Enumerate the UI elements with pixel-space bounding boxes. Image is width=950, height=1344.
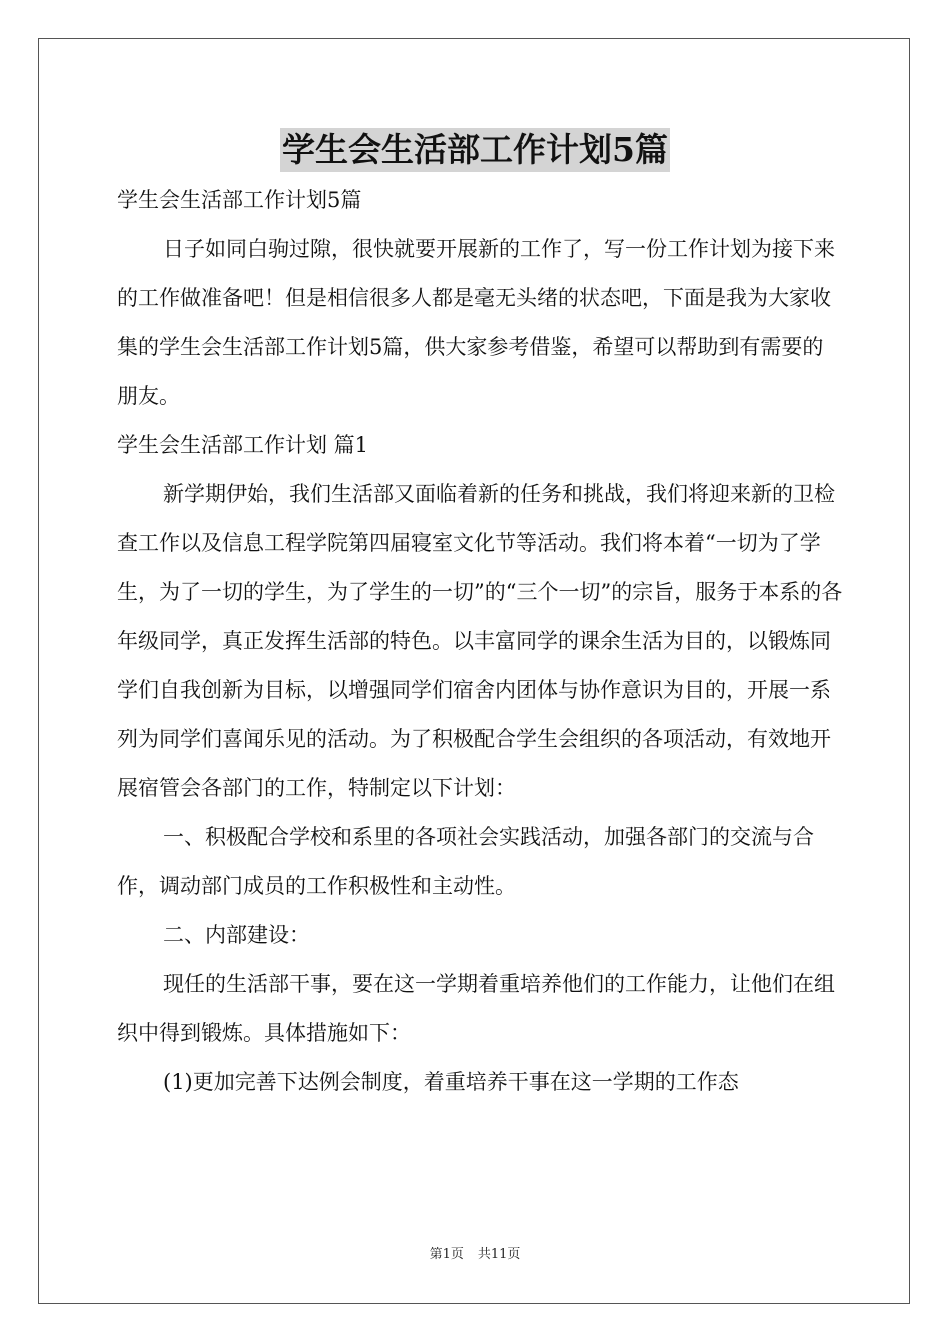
body-paragraph: 二、内部建设：: [163, 923, 310, 947]
section-heading: 学生会生活部工作计划 篇1: [117, 433, 369, 457]
document-subtitle: 学生会生活部工作计划5篇: [117, 188, 362, 212]
page-footer: [0, 1246, 950, 1264]
document-body: [117, 176, 843, 1107]
body-paragraph: 一、积极配合学校和系里的各项社会实践活动，加强各部门的交流与合作，调动部门成员的工作积极性和主动性。: [117, 825, 814, 898]
page-total: 共11页: [477, 1247, 521, 1262]
body-paragraph: (1)更加完善下达例会制度，着重培养干事在这一学期的工作态: [163, 1070, 739, 1094]
title-container: [0, 128, 950, 172]
body-paragraph: 现任的生活部干事，要在这一学期着重培养他们的工作能力，让他们在组织中得到锻炼。具体措施如下：: [117, 972, 835, 1045]
document-title: 学生会生活部工作计划5篇: [280, 128, 670, 172]
page-number: 第1页: [429, 1247, 464, 1262]
intro-paragraph: 日子如同白驹过隙，很快就要开展新的工作了，写一份工作计划为接下来的工作做准备吧！但是相信很多人都是毫无头绪的状态吧，下面是我为大家收集的学生会生活部工作计划5篇，供大家参考借鉴，希望可以帮助到有需要的朋友。: [117, 237, 835, 408]
body-paragraph: 新学期伊始，我们生活部又面临着新的任务和挑战，我们将迎来新的卫检查工作以及信息工程学院第四届寝室文化节等活动。我们将本着“一切为了学生，为了一切的学生，为了学生的一切”的“三个一切”的宗旨，服务于本系的各年级同学，真正发挥生活部的特色。以丰富同学的课余生活为目的，以锻炼同学们自我创新为目标，以增强同学们宿舍内团体与协作意识为目的，开展一系列为同学们喜闻乐见的活动。为了积极配合学生会组织的各项活动，有效地开展宿管会各部门的工作，特制定以下计划：: [117, 482, 843, 800]
